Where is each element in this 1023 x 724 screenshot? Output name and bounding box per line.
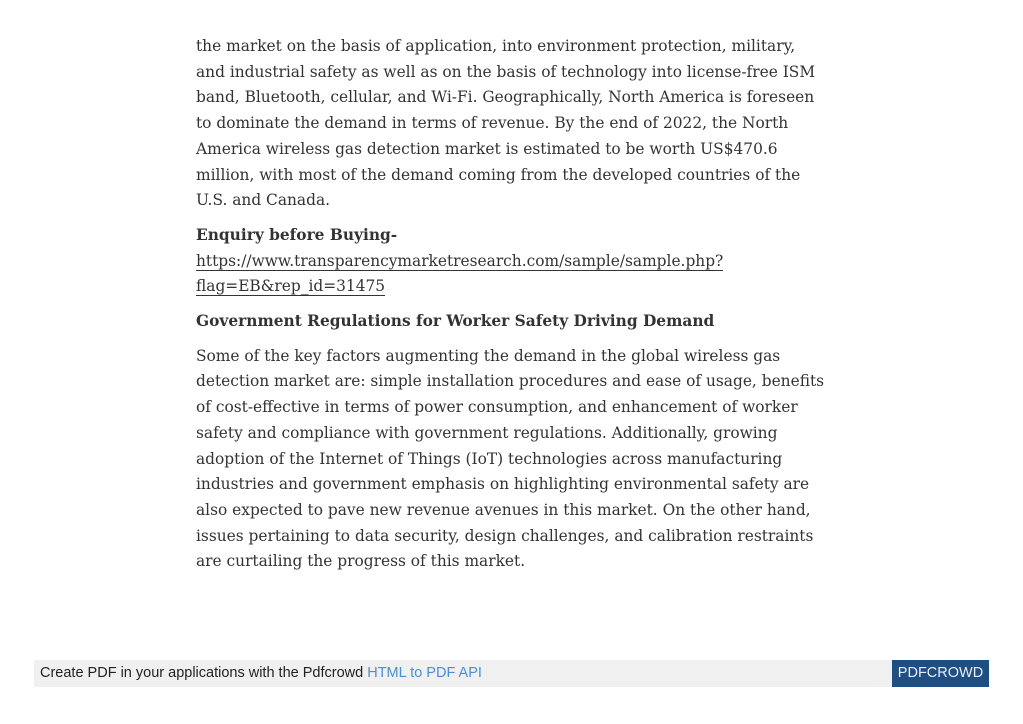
enquiry-link-line-2[interactable]: flag=EB&rep_id=31475 bbox=[196, 277, 386, 296]
enquiry-title: Enquiry before Buying- bbox=[196, 225, 398, 244]
footer-text bbox=[40, 660, 482, 687]
section-heading: Government Regulations for Worker Safety Driving Demand bbox=[196, 312, 715, 331]
pdfcrowd-badge-button[interactable]: PDFCROWD bbox=[892, 660, 989, 687]
enquiry-link-line-1[interactable]: https://www.transparencymarketresearch.com/sample/sample.php? bbox=[196, 251, 724, 270]
intro-paragraph: the market on the basis of application, into environment protection, military, and industrial safety as well as on the basis of technology into license-free ISM band, Bluetooth, cellular, and Wi-Fi. Geographically, North America is foreseen to dominate the demand in terms of revenue. By the end of 2022, the North America wireless gas detection market is estimated to be worth US$470.6 million, with most of the demand coming from the developed countries of the U.S. and Canada. bbox=[196, 37, 816, 210]
pdfcrowd-footer-bar bbox=[34, 660, 989, 687]
footer-caption: Create PDF in your applications with the Pdfcrowd bbox=[40, 665, 368, 681]
body-paragraph: Some of the key factors augmenting the demand in the global wireless gas detection market are: simple installation procedures and ease of usage, benefits of cost-effective in terms of power consumption, and enhancement of worker safety and compliance with government regulations. Additionally, growing adoption of the Internet of Things (IoT) technologies across manufacturing industries and government emphasis on highlighting environmental safety are also expected to pave new revenue avenues in this market. On the other hand, issues pertaining to data security, design challenges, and calibration restraints are curtailing the progress of this market. bbox=[196, 346, 825, 571]
html-to-pdf-api-link[interactable]: HTML to PDF API bbox=[367, 665, 482, 681]
article-body bbox=[196, 34, 826, 575]
enquiry-link-block bbox=[196, 249, 826, 300]
